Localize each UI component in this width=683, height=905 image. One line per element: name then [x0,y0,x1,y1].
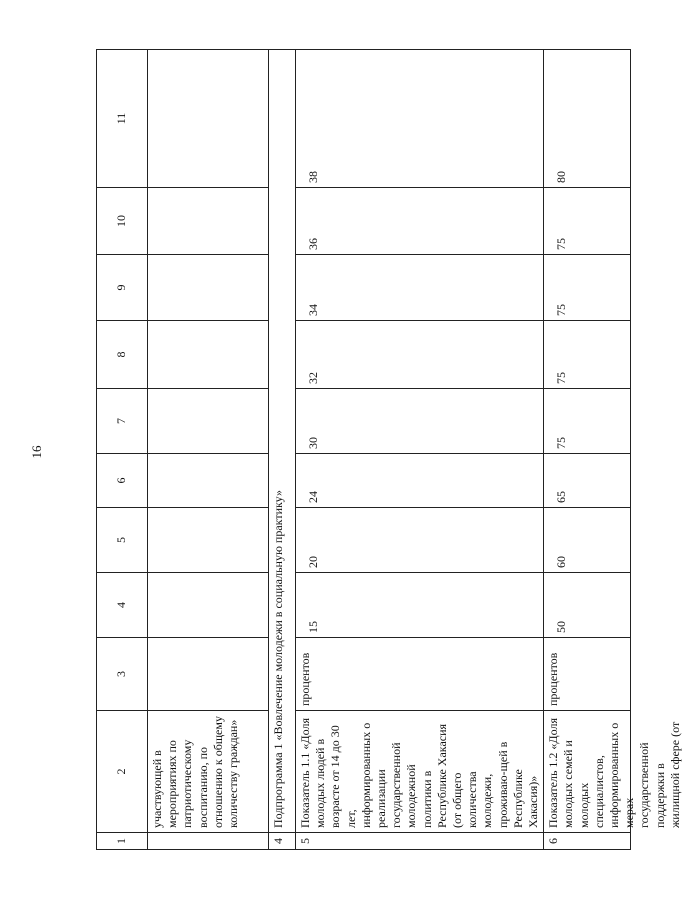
column-header: 6 [97,454,148,508]
value-cell: 36 [296,188,544,255]
subprogram-title: Подпрограмма 1 «Вовлечение молодежи в социальную практику» [269,50,296,833]
column-header: 2 [97,711,148,833]
value-cell: 75 [544,389,631,454]
unit-cell [148,638,269,711]
indicator-name: участвующей в мероприятиях по патриотическому воспитанию, по отношению к общему количеству граждан» [148,711,269,833]
unit-cell: процентов [544,638,631,711]
column-header: 9 [97,255,148,321]
table-row [296,50,544,850]
column-header: 8 [97,321,148,389]
value-cell: 75 [544,321,631,389]
row-number: 5 [296,833,544,850]
value-cell [148,508,269,573]
value-cell [148,389,269,454]
indicator-name: Показатель 1.1 «Доля молодых людей в возрасте от 14 до 30 лет, информированных о реализации государственной молодежной политики в Республике Хакасия (от общего количества молодежи, проживаю-щей в Республике Хакасия)» [296,711,544,833]
row-number: 4 [269,833,296,850]
value-cell [148,255,269,321]
value-cell: 75 [544,255,631,321]
indicators-table [96,49,682,850]
value-cell: 20 [296,508,544,573]
column-header: 4 [97,573,148,638]
value-cell [148,454,269,508]
column-header: 7 [97,389,148,454]
value-cell: 15 [296,573,544,638]
value-cell: 24 [296,454,544,508]
row-number: 6 [544,833,631,850]
value-cell [148,50,269,188]
unit-cell: процентов [296,638,544,711]
column-header: 3 [97,638,148,711]
value-cell [148,321,269,389]
value-cell: 65 [544,454,631,508]
column-header: 10 [97,188,148,255]
value-cell: 60 [544,508,631,573]
value-cell: 34 [296,255,544,321]
value-cell: 30 [296,389,544,454]
value-cell: 80 [544,50,631,188]
row-number [148,833,269,850]
value-cell [148,573,269,638]
rotated-table-canvas [96,70,682,850]
value-cell: 38 [296,50,544,188]
value-cell: 32 [296,321,544,389]
indicator-name: Показатель 1.2 «Доля молодых семей и молодых специалистов, информированных о мерах государственной поддержки в жилищной сфере (от [544,711,631,833]
subprogram-row [269,50,296,850]
value-cell [148,188,269,255]
column-header: 11 [97,50,148,188]
value-cell: 75 [544,188,631,255]
table-row [544,50,631,850]
value-cell: 50 [544,573,631,638]
page-number: 16 [29,445,44,459]
header-row [97,50,148,850]
table-row [148,50,269,850]
column-header: 1 [97,833,148,850]
column-header: 5 [97,508,148,573]
rotated-table-wrapper [96,70,682,850]
